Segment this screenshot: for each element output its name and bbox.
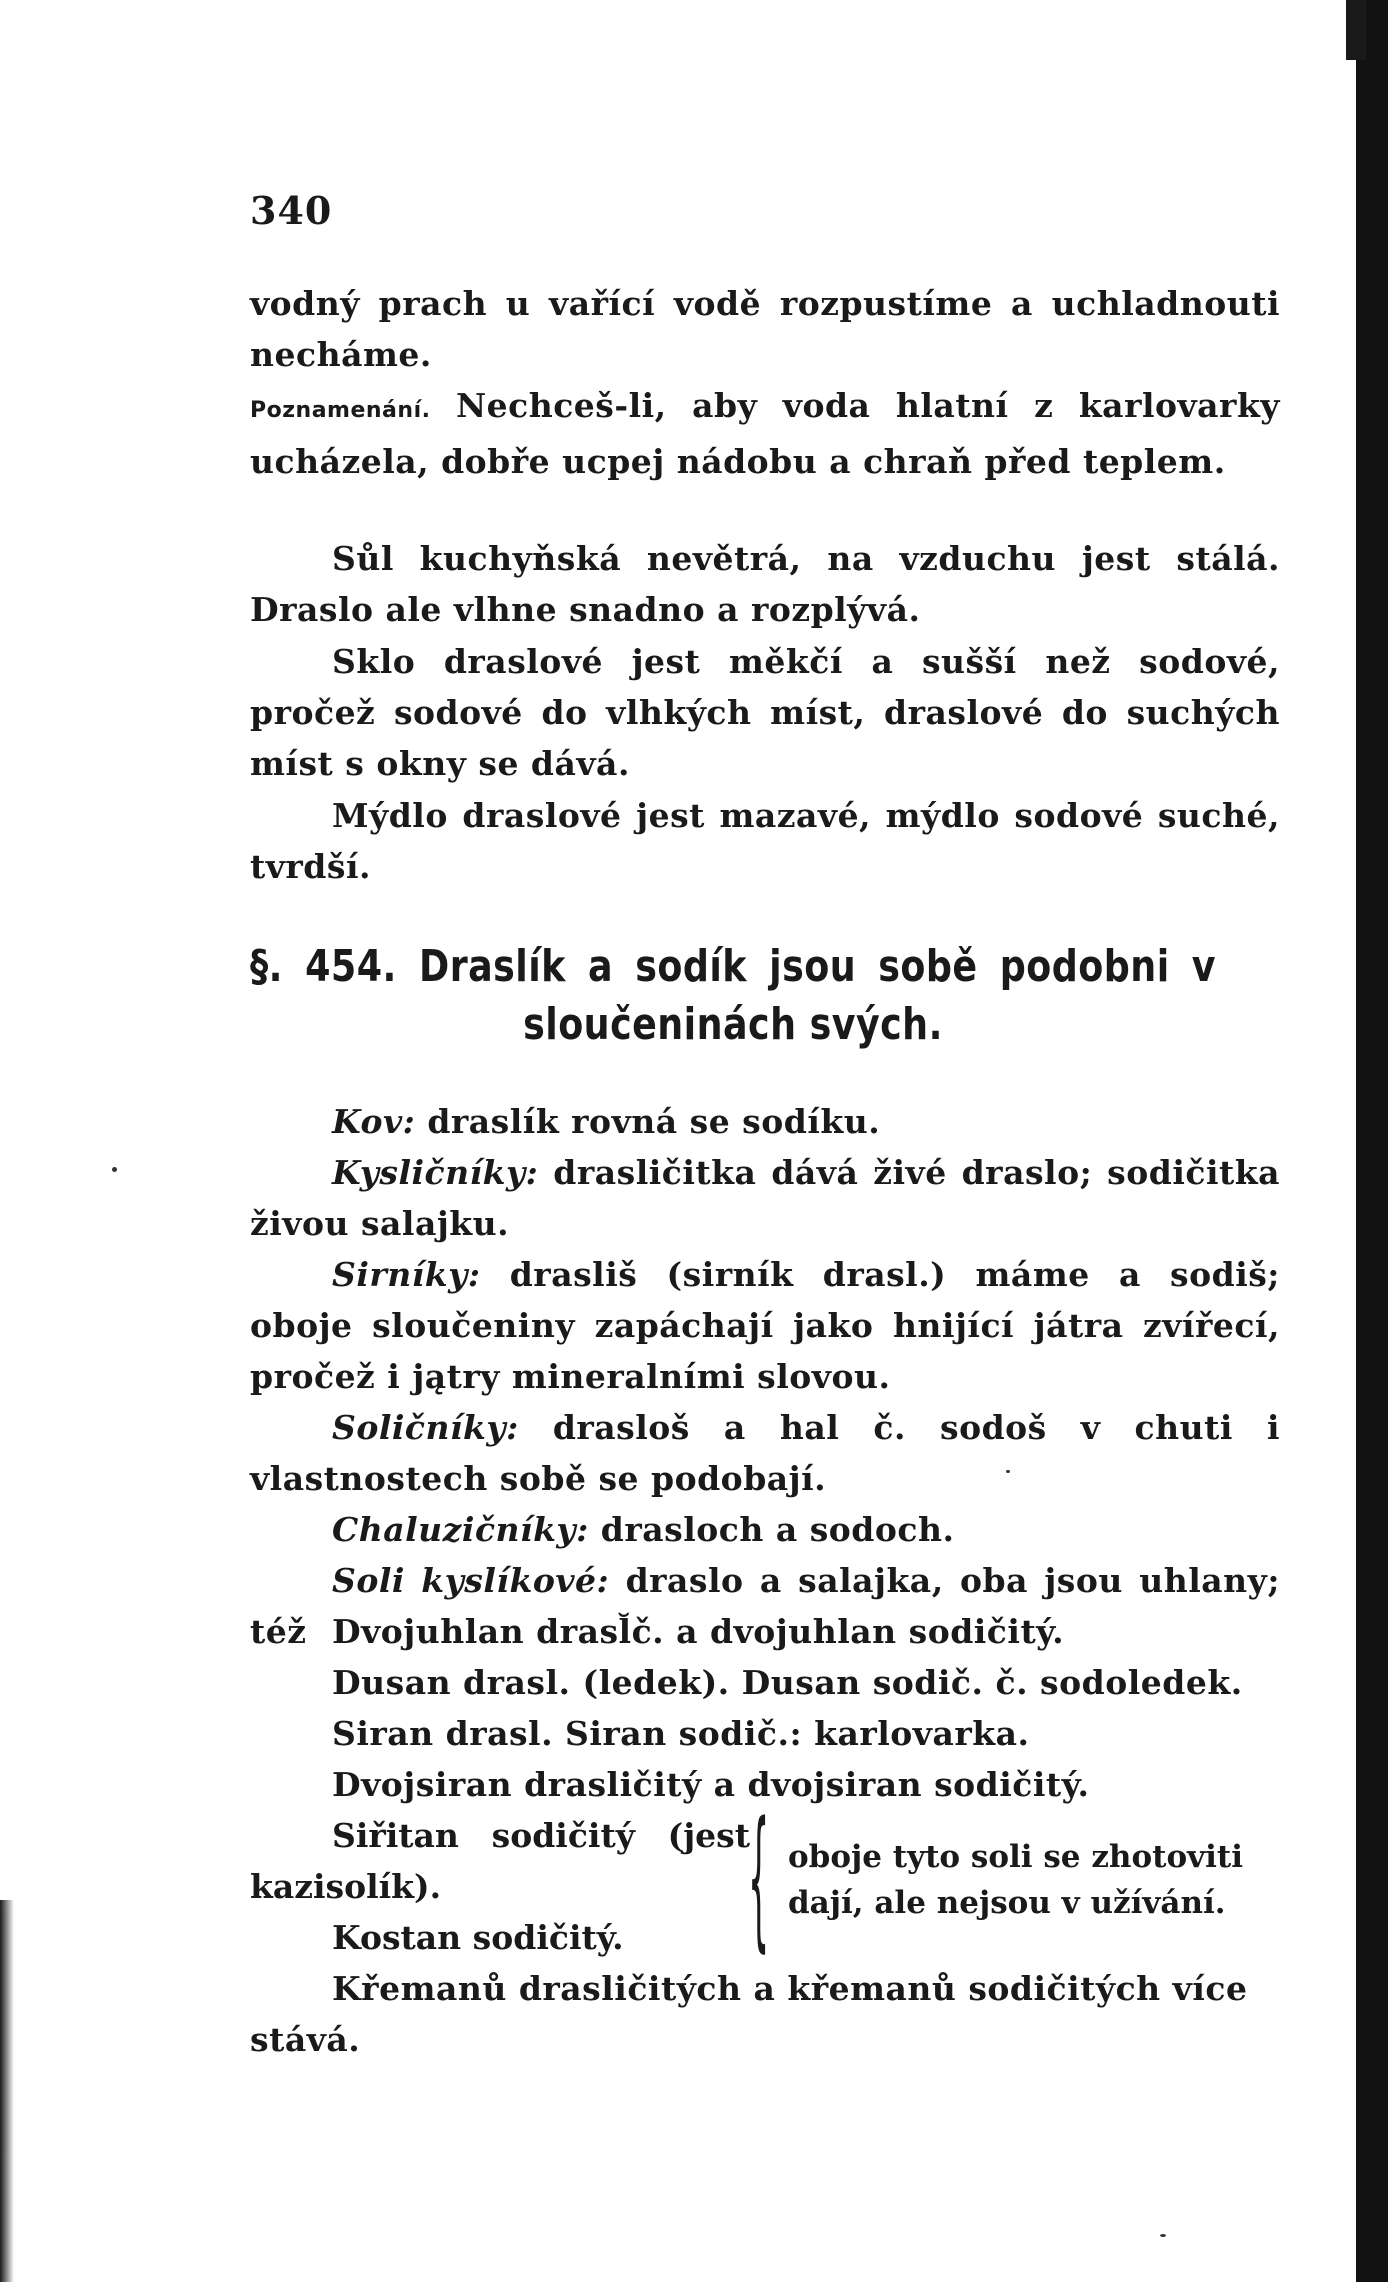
speck [112, 1167, 117, 1172]
brace-note: oboje tyto soli se zhotoviti dají, ale nejsou v užívání. [788, 1839, 1244, 1921]
curly-brace: { [748, 1789, 770, 1966]
item-sirniky-text: drasliš (sirník drasl.) máme a sodiš; oboje sloučeniny zapáchají jako hnijící játra zvířecí, pročež i jątry mineralními slovou. [250, 1255, 1280, 1396]
line-dusan: Dusan drasl. (ledek). Dusan sodič. č. sodoledek. [332, 1663, 1243, 1702]
section-heading [250, 938, 1216, 1054]
note-text: Nechceš-li, aby voda hlatní z karlovarky ucházela, dobře ucpej nádobu a chraň před teplem. [250, 386, 1280, 481]
paragraph-glass: Sklo draslové jest měkčí a sušší než sodové, pročež sodové do vlhkých míst, draslové do suchých míst s okny se dává. [250, 642, 1280, 783]
speck [1160, 2234, 1166, 2237]
item-chaluzicniky [250, 1504, 1280, 1555]
item-kyslicniky [250, 1147, 1280, 1249]
item-chaluzicniky-label: Chaluzičníky: [332, 1510, 589, 1549]
item-kyslicniky-label: Kysličníky: [332, 1153, 539, 1192]
intro-line: vodný prach u vařící vodě rozpustíme a uchladnouti necháme. [250, 284, 1280, 374]
page-edge-top [1346, 0, 1366, 60]
speck [1006, 1470, 1010, 1473]
page-edge-left [0, 1900, 14, 2282]
last-line: Křemanů drasličitých a křemanů sodičitých více stává. [250, 1969, 1248, 2059]
line-kostan: Kostan sodičitý. [332, 1918, 624, 1957]
item-chaluzicniky-text: drasloch a sodoch. [600, 1510, 955, 1549]
item-kyslicniky-text: drasličitka dává živé draslo; sodičitka živou salajku. [250, 1153, 1280, 1243]
item-solicniky-label: Soličníky: [332, 1408, 519, 1447]
item-kov [250, 1096, 1280, 1147]
paragraph-soap: Mýdlo draslové jest mazavé, mýdlo sodové suché, tvrdší. [250, 796, 1280, 886]
item-sirniky [250, 1249, 1280, 1402]
item-soli-label: Soli kyslíkové: [332, 1561, 610, 1600]
line-siritan: Siřitan sodičitý (jest kazisolík). [250, 1816, 750, 1906]
bracketed-group [250, 1789, 1280, 1966]
note-label: Poznamenání. [250, 398, 431, 423]
item-kov-label: Kov: [332, 1102, 416, 1141]
line-siran: Siran drasl. Siran sodič.: karlovarka. [332, 1714, 1030, 1753]
line-dvojuhlan: Dvojuhlan drasl̆č. a dvojuhlan sodičitý. [332, 1612, 1065, 1651]
item-kov-text: draslík rovná se sodíku. [427, 1102, 881, 1141]
bracket-left-column [250, 1810, 750, 1963]
item-soli-text: draslo a salajka, oba jsou uhlany; též [250, 1561, 1280, 1651]
section-title: Draslík a sodík jsou sobě podobni v sloučeninách svých. [419, 941, 1216, 1050]
item-solicniky-text: drasloš a hal č. sodoš v chuti i vlastnostech sobě se podobají. [250, 1408, 1280, 1498]
page-edge-shadow [1356, 0, 1388, 2282]
line-dvojsiran: Dvojsiran drasličitý a dvojsiran sodičitý. [332, 1765, 1090, 1804]
section-number: §. 454. [250, 941, 397, 992]
paragraph-salt: Sůl kuchyňská nevětrá, na vzduchu jest stálá. Draslo ale vlhne snadno a rozplývá. [250, 539, 1280, 629]
note-paragraph [250, 380, 1280, 487]
item-sirniky-label: Sirníky: [332, 1255, 481, 1294]
item-solicniky [250, 1402, 1280, 1504]
page-number: 340 [250, 188, 333, 233]
